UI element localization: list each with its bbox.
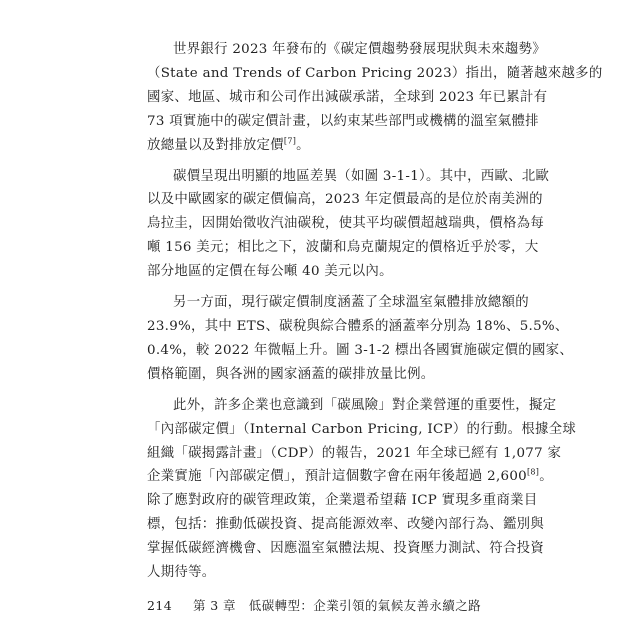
text-segment: 放總量以及對排放定價 xyxy=(147,137,284,153)
footnote-ref-7: [7] xyxy=(283,136,297,146)
text-line: 碳價呈現出明顯的地區差異（如圖 3-1-1）。其中，西歐、北歐 xyxy=(173,168,550,184)
paragraph-internal-carbon-pricing xyxy=(147,394,577,585)
text-segment: 企業實施「內部碳定價」，預計這個數字會在兩年後超過 2,600 xyxy=(147,469,527,485)
text-line: （State and Trends of Carbon Pricing 2023）指出，隨著越來越多的 xyxy=(147,65,603,81)
text-line: 0.4%，較 2022 年微幅上升。圖 3-1-2 標出各國實施碳定價的國家、 xyxy=(147,342,574,358)
text-line: 23.9%，其中 ETS、碳稅與綜合體系的涵蓋率分別為 18%、5.5%、 xyxy=(147,318,569,334)
footnote-ref-8: [8] xyxy=(526,467,540,477)
running-chapter-title: 第 3 章 低碳轉型：企業引領的氣候友善永續之路 xyxy=(193,598,482,613)
text-line: 此外，許多企業也意識到「碳風險」對企業營運的重要性，擬定 xyxy=(173,397,557,413)
text-segment: 。 xyxy=(296,137,310,153)
text-line: 「內部碳定價」（Internal Carbon Pricing, ICP）的行動。根據全球 xyxy=(147,421,577,437)
page-footer xyxy=(147,596,497,614)
text-line-with-note xyxy=(147,465,553,489)
text-line: 標，包括：推動低碳投資、提高能源效率、改變內部行為、鑑別與 xyxy=(147,517,545,533)
paragraph-world-bank-report xyxy=(147,38,603,158)
text-line: 人期待等。 xyxy=(147,565,216,581)
page-number: 214 xyxy=(147,598,173,613)
paragraph-regional-differences xyxy=(147,165,550,285)
text-line: 以及中歐國家的碳定價偏高，2023 年定價最高的是位於南美洲的 xyxy=(147,192,543,208)
text-segment: 。 xyxy=(539,469,553,485)
text-line-with-note xyxy=(147,134,497,158)
body-text xyxy=(147,38,603,592)
text-line: 部分地區的定價在每公噸 40 美元以內。 xyxy=(147,264,393,280)
text-line: 噸 156 美元；相比之下，波蘭和烏克蘭規定的價格近乎於零，大 xyxy=(147,240,539,256)
text-line: 除了應對政府的碳管理政策，企業還希望藉 ICP 實現多重商業目 xyxy=(147,493,538,509)
text-line: 73 項實施中的碳定價計畫，以約束某些部門或機構的溫室氣體排 xyxy=(147,113,539,129)
text-line: 烏拉圭，因開始徵收汽油碳稅，使其平均碳價超越瑞典，價格為每 xyxy=(147,216,545,232)
text-line: 價格範圍，與各洲的國家涵蓋的碳排放量比例。 xyxy=(147,366,435,382)
text-line: 國家、地區、城市和公司作出減碳承諾，全球到 2023 年已累計有 xyxy=(147,89,548,105)
text-line: 組織「碳揭露計畫」（CDP）的報告，2021 年全球已經有 1,077 家 xyxy=(147,445,562,461)
text-line: 世界銀行 2023 年發布的《碳定價趨勢發展現狀與未來趨勢》 xyxy=(173,42,546,57)
text-line: 另一方面，現行碳定價制度涵蓋了全球溫室氣體排放總額的 xyxy=(173,295,529,311)
paragraph-coverage xyxy=(147,291,574,387)
text-line: 掌握低碳經濟機會、因應溫室氣體法規、投資壓力測試、符合投資 xyxy=(147,541,545,557)
